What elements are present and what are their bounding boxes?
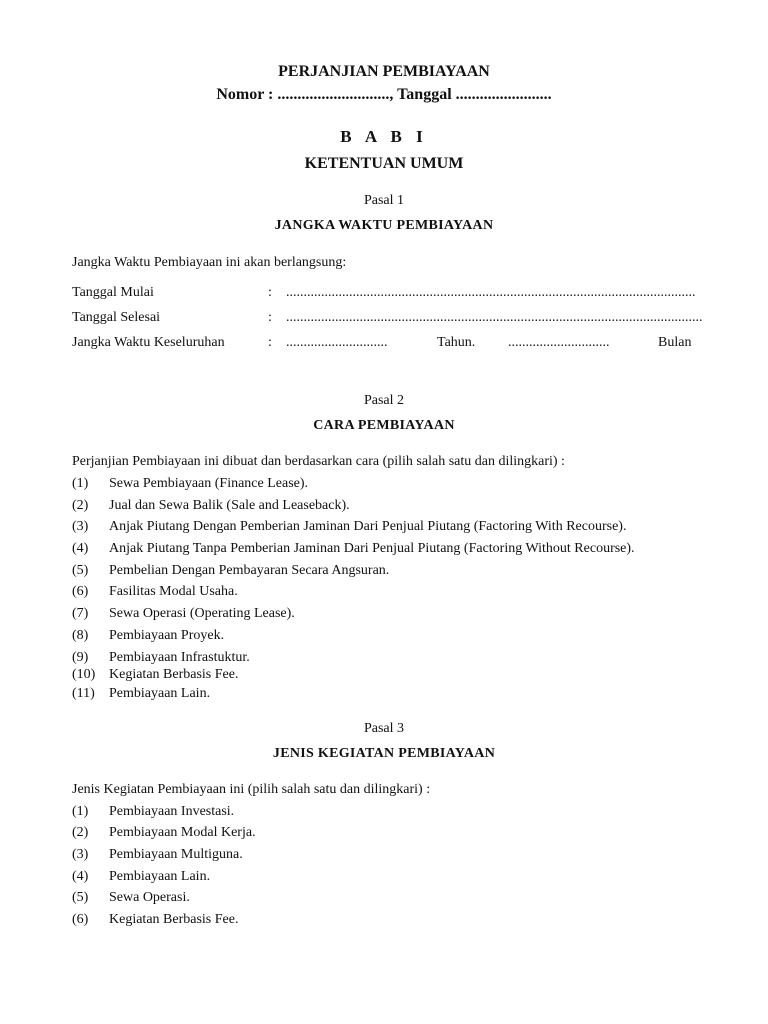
list-item-number: (6) bbox=[72, 584, 89, 599]
list-item[interactable]: Jual dan Sewa Balik (Sale and Leaseback). bbox=[109, 498, 350, 513]
list-item[interactable]: Sewa Pembiayaan (Finance Lease). bbox=[109, 476, 309, 491]
list-item[interactable]: Pembiayaan Modal Kerja. bbox=[109, 825, 256, 840]
field-jangka-waktu-label: Jangka Waktu Keseluruhan bbox=[72, 335, 225, 350]
bab-title: KETENTUAN UMUM bbox=[304, 155, 464, 172]
field-colon: : bbox=[268, 285, 272, 300]
list-item[interactable]: Pembelian Dengan Pembayaran Secara Angsuran. bbox=[109, 563, 390, 578]
pasal-1-intro: Jangka Waktu Pembiayaan ini akan berlangsung: bbox=[72, 255, 347, 270]
list-item-number: (3) bbox=[72, 847, 89, 862]
list-item-number: (4) bbox=[72, 869, 89, 884]
list-item-number: (4) bbox=[72, 541, 89, 556]
list-item[interactable]: Pembiayaan Proyek. bbox=[109, 628, 225, 643]
list-item[interactable]: Kegiatan Berbasis Fee. bbox=[109, 912, 239, 927]
field-months-blank[interactable]: ............................. bbox=[508, 335, 610, 350]
pasal-1-heading: JANGKA WAKTU PEMBIAYAAN bbox=[274, 218, 494, 233]
list-item-number: (1) bbox=[72, 476, 89, 491]
list-item-number: (5) bbox=[72, 563, 89, 578]
field-colon: : bbox=[268, 335, 272, 350]
field-years-blank[interactable]: ............................. bbox=[286, 335, 388, 350]
list-item-number: (1) bbox=[72, 804, 89, 819]
pasal-2-intro: Perjanjian Pembiayaan ini dibuat dan berdasarkan cara (pilih salah satu dan dilingkari) : bbox=[72, 454, 565, 469]
list-item-number: (3) bbox=[72, 519, 89, 534]
list-item[interactable]: Anjak Piutang Dengan Pemberian Jaminan Dari Penjual Piutang (Factoring With Recourse). bbox=[109, 519, 627, 534]
list-item[interactable]: Sewa Operasi (Operating Lease). bbox=[109, 606, 295, 621]
list-item-number: (8) bbox=[72, 628, 89, 643]
pasal-3-intro: Jenis Kegiatan Pembiayaan ini (pilih salah satu dan dilingkari) : bbox=[72, 782, 431, 797]
bab-number: B A B I bbox=[340, 127, 428, 146]
list-item[interactable]: Anjak Piutang Tanpa Pemberian Jaminan Dari Penjual Piutang (Factoring Without Recourse). bbox=[109, 541, 635, 556]
list-item-number: (2) bbox=[72, 825, 89, 840]
field-tanggal-selesai-blank[interactable]: ....................................................................................................................... bbox=[286, 310, 703, 325]
pasal-3-label: Pasal 3 bbox=[363, 721, 405, 736]
pasal-2-label: Pasal 2 bbox=[363, 393, 405, 408]
field-tanggal-mulai-label: Tanggal Mulai bbox=[72, 285, 154, 300]
list-item-number: (10) bbox=[72, 667, 96, 682]
list-item-number: (2) bbox=[72, 498, 89, 513]
field-colon: : bbox=[268, 310, 272, 325]
pasal-2-heading: CARA PEMBIAYAAN bbox=[313, 418, 455, 433]
list-item[interactable]: Pembiayaan Investasi. bbox=[109, 804, 235, 819]
list-item-number: (7) bbox=[72, 606, 89, 621]
list-item-number: (11) bbox=[72, 686, 95, 701]
list-item-number: (5) bbox=[72, 890, 89, 905]
pasal-3-heading: JENIS KEGIATAN PEMBIAYAAN bbox=[272, 746, 496, 761]
nomor-tanggal-line: Nomor : ............................, Tanggal ........................ bbox=[216, 86, 552, 103]
list-item-number: (6) bbox=[72, 912, 89, 927]
list-item[interactable]: Pembiayaan Lain. bbox=[109, 869, 211, 884]
list-item[interactable]: Pembiayaan Infrastuktur. bbox=[109, 650, 250, 665]
field-tanggal-selesai-label: Tanggal Selesai bbox=[72, 310, 161, 325]
list-item[interactable]: Pembiayaan Lain. bbox=[109, 686, 211, 701]
list-item[interactable]: Sewa Operasi. bbox=[109, 890, 190, 905]
list-item-number: (9) bbox=[72, 650, 89, 665]
field-tanggal-mulai-blank[interactable]: ..................................................................................................................... bbox=[286, 285, 696, 300]
years-unit: Tahun. bbox=[437, 335, 476, 350]
list-item[interactable]: Pembiayaan Multiguna. bbox=[109, 847, 243, 862]
list-item[interactable]: Kegiatan Berbasis Fee. bbox=[109, 667, 239, 682]
list-item[interactable]: Fasilitas Modal Usaha. bbox=[109, 584, 238, 599]
months-unit: Bulan bbox=[658, 335, 692, 350]
document-title: PERJANJIAN PEMBIAYAAN bbox=[278, 63, 490, 80]
pasal-1-label: Pasal 1 bbox=[363, 193, 405, 208]
